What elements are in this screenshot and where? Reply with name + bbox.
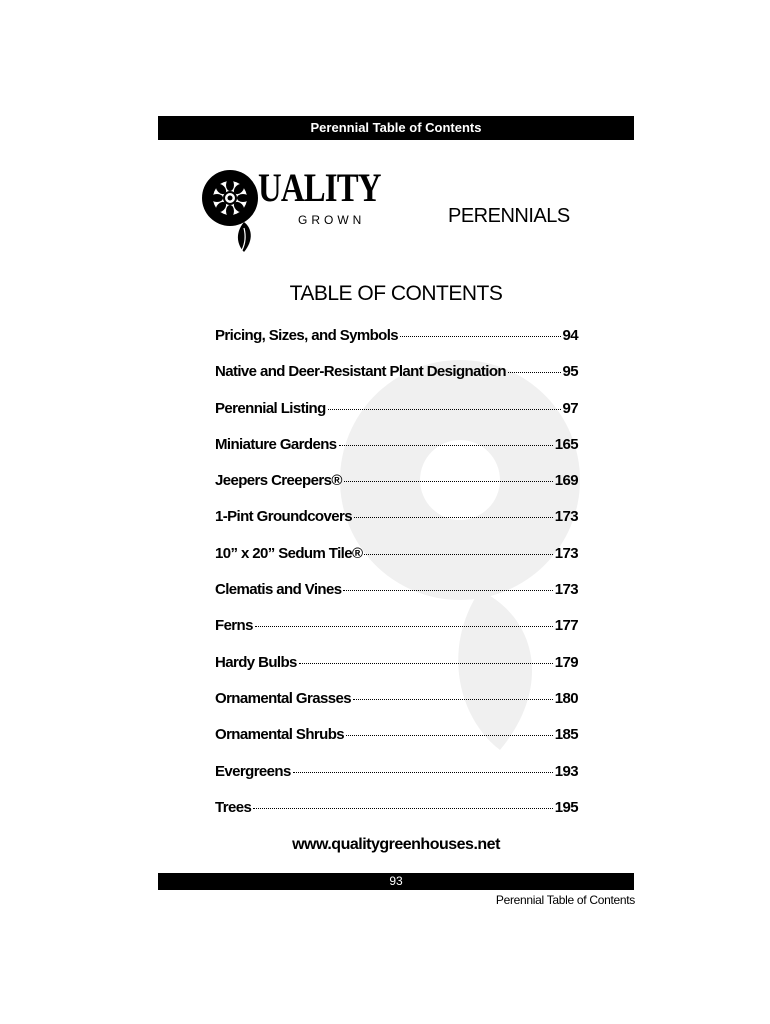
footer-bar <box>158 873 634 890</box>
logo-wordmark: UALITY <box>258 165 381 210</box>
toc-entry[interactable] <box>215 436 578 472</box>
toc-entry-label: Clematis and Vines <box>215 581 342 599</box>
toc-entry[interactable] <box>215 472 578 508</box>
toc-dot-leader <box>339 445 553 446</box>
toc-entry-label: Evergreens <box>215 762 291 780</box>
logo-trademark: TM <box>221 214 235 224</box>
toc-entry-page: 185 <box>554 726 578 744</box>
toc-entry[interactable] <box>215 363 578 399</box>
toc-entry-page: 173 <box>554 544 578 562</box>
running-title: Perennial Table of Contents <box>495 893 635 907</box>
toc-entry-page: 165 <box>554 435 578 453</box>
toc-entry[interactable] <box>215 545 578 581</box>
toc-entry[interactable] <box>215 763 578 799</box>
toc-entry[interactable] <box>215 799 578 835</box>
toc-entry-page: 179 <box>554 653 578 671</box>
toc-entry[interactable] <box>215 690 578 726</box>
toc-entry-page: 177 <box>554 617 578 635</box>
toc-entry-page: 169 <box>554 472 578 490</box>
toc-dot-leader <box>343 590 552 591</box>
toc-entry[interactable] <box>215 617 578 653</box>
toc-entry[interactable] <box>215 726 578 762</box>
toc-entry-label: 1-Pint Groundcovers <box>215 508 352 526</box>
toc-entry-label: Perennial Listing <box>215 399 326 417</box>
toc-dot-leader <box>344 481 553 482</box>
toc-entry-page: 95 <box>562 363 578 381</box>
page-number: 93 <box>389 874 403 888</box>
toc-dot-leader <box>354 517 553 518</box>
header-bar-title: Perennial Table of Contents <box>310 120 482 135</box>
toc-dot-leader <box>508 372 561 373</box>
toc-entry-label: Pricing, Sizes, and Symbols <box>215 327 399 344</box>
toc-entry[interactable] <box>215 581 578 617</box>
toc-entry-label: Miniature Gardens <box>215 435 337 453</box>
toc-entry-label: 10” x 20” Sedum Tile® <box>215 544 363 562</box>
quality-grown-logo <box>200 158 381 258</box>
toc-entry[interactable] <box>215 327 578 363</box>
toc-entry-page: 173 <box>554 508 578 526</box>
toc-entry[interactable] <box>215 654 578 690</box>
toc-entry-label: Native and Deer-Resistant Plant Designation <box>215 363 506 381</box>
toc-entry-page: 173 <box>554 581 578 599</box>
toc-entry-label: Ferns <box>215 617 253 635</box>
toc-dot-leader <box>328 409 561 410</box>
toc-dot-leader <box>293 772 553 773</box>
toc-dot-leader <box>353 699 553 700</box>
toc-entry[interactable] <box>215 508 578 544</box>
logo-subtitle: GROWN <box>298 213 366 227</box>
toc-entry-label: Ornamental Grasses <box>215 689 351 707</box>
toc-entry-label: Ornamental Shrubs <box>215 726 344 744</box>
header-bar <box>158 116 634 140</box>
category-heading: PERENNIALS <box>448 205 570 227</box>
toc-entry-page: 180 <box>554 689 578 707</box>
toc-entry-page: 94 <box>562 327 578 344</box>
toc-entry-label: Trees <box>215 798 252 816</box>
toc-entry-label: Hardy Bulbs <box>215 653 297 671</box>
website-url[interactable]: www.qualitygreenhouses.net <box>292 836 500 853</box>
toc-entry-page: 195 <box>554 798 578 816</box>
toc-dot-leader <box>299 663 553 664</box>
toc-entry-page: 193 <box>554 762 578 780</box>
table-of-contents <box>215 327 578 835</box>
toc-entry-page: 97 <box>562 399 578 417</box>
toc-dot-leader <box>364 554 552 555</box>
toc-dot-leader <box>346 735 553 736</box>
toc-entry-label: Jeepers Creepers® <box>215 472 342 490</box>
page-title: TABLE OF CONTENTS <box>289 282 503 305</box>
toc-entry[interactable] <box>215 400 578 436</box>
toc-dot-leader <box>255 626 553 627</box>
toc-dot-leader <box>253 808 553 809</box>
toc-dot-leader <box>400 336 560 337</box>
